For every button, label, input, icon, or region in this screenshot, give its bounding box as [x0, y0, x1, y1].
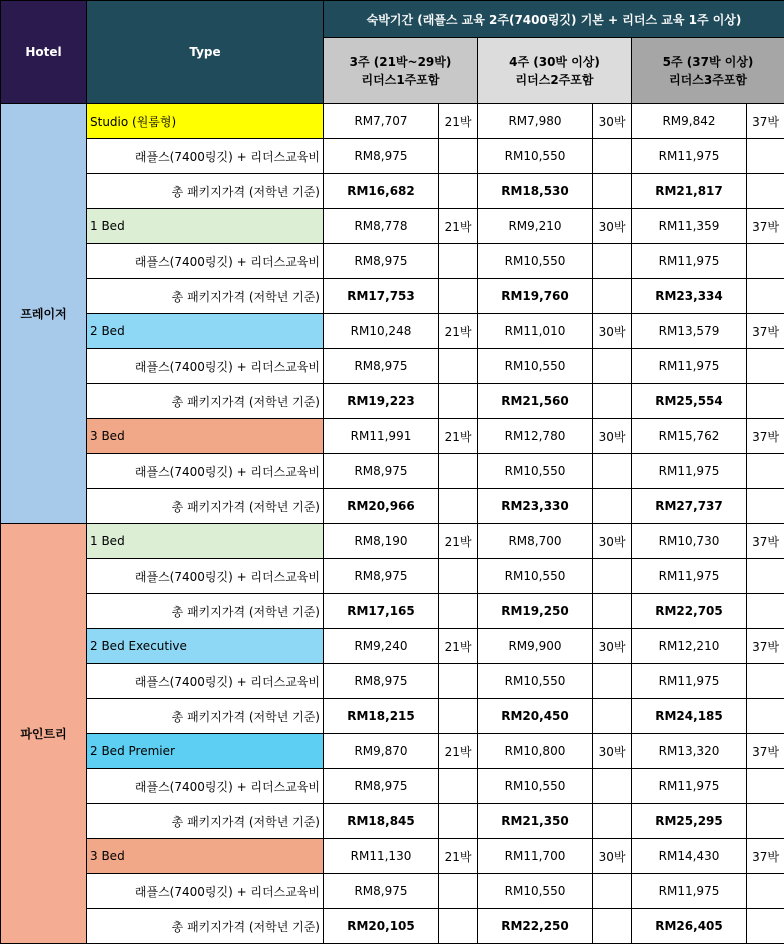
total-price: RM18,215 [324, 699, 439, 734]
tuition-price: RM10,550 [478, 559, 593, 594]
empty-cell [439, 874, 478, 909]
tuition-price: RM10,550 [478, 454, 593, 489]
room-price: RM12,210 [632, 629, 747, 664]
table-row [1, 804, 784, 839]
empty-cell [439, 454, 478, 489]
room-price: RM13,579 [632, 314, 747, 349]
tuition-label: 래플스(7400링깃) + 리더스교육비 [87, 769, 324, 804]
tuition-price: RM8,975 [324, 664, 439, 699]
table-row [1, 384, 784, 419]
tuition-price: RM11,975 [632, 769, 747, 804]
room-price: RM10,730 [632, 524, 747, 559]
room-price: RM12,780 [478, 419, 593, 454]
column-header-line1: 3주 (21박~29박) [349, 54, 452, 69]
tuition-price: RM8,975 [324, 559, 439, 594]
empty-cell [439, 699, 478, 734]
total-label: 총 패키지가격 (저학년 기준) [87, 489, 324, 524]
room-price: RM8,700 [478, 524, 593, 559]
hotel-name: 파인트리 [1, 524, 87, 944]
nights: 21박 [439, 314, 478, 349]
empty-cell [593, 174, 632, 209]
tuition-price: RM11,975 [632, 874, 747, 909]
table-row [1, 244, 784, 279]
room-price: RM11,700 [478, 839, 593, 874]
table-row [1, 209, 784, 244]
tuition-label: 래플스(7400링깃) + 리더스교육비 [87, 559, 324, 594]
column-header-line2: 리더스3주포함 [669, 72, 747, 87]
total-price: RM18,845 [324, 804, 439, 839]
empty-cell [747, 804, 784, 839]
total-price: RM21,817 [632, 174, 747, 209]
total-label: 총 패키지가격 (저학년 기준) [87, 174, 324, 209]
tuition-price: RM8,975 [324, 349, 439, 384]
total-price: RM21,350 [478, 804, 593, 839]
tuition-price: RM8,975 [324, 769, 439, 804]
nights: 37박 [747, 734, 784, 769]
room-price: RM9,240 [324, 629, 439, 664]
nights: 21박 [439, 734, 478, 769]
empty-cell [593, 769, 632, 804]
nights: 37박 [747, 209, 784, 244]
tuition-price: RM11,975 [632, 349, 747, 384]
column-header-4weeks [478, 38, 632, 104]
table-row [1, 314, 784, 349]
room-price: RM9,870 [324, 734, 439, 769]
nights: 30박 [593, 104, 632, 139]
empty-cell [747, 909, 784, 944]
empty-cell [439, 594, 478, 629]
empty-cell [593, 139, 632, 174]
total-price: RM20,105 [324, 909, 439, 944]
empty-cell [439, 279, 478, 314]
room-price: RM11,130 [324, 839, 439, 874]
empty-cell [439, 909, 478, 944]
nights: 37박 [747, 839, 784, 874]
empty-cell [747, 384, 784, 419]
room-price: RM9,210 [478, 209, 593, 244]
nights: 30박 [593, 209, 632, 244]
nights: 21박 [439, 209, 478, 244]
empty-cell [747, 769, 784, 804]
table-row [1, 174, 784, 209]
room-price: RM7,980 [478, 104, 593, 139]
table-row [1, 734, 784, 769]
tuition-price: RM11,975 [632, 559, 747, 594]
room-price: RM10,800 [478, 734, 593, 769]
room-price: RM11,010 [478, 314, 593, 349]
total-price: RM20,450 [478, 699, 593, 734]
column-header-3weeks [324, 38, 478, 104]
total-price: RM21,560 [478, 384, 593, 419]
nights: 37박 [747, 419, 784, 454]
tuition-label: 래플스(7400링깃) + 리더스교육비 [87, 664, 324, 699]
room-price: RM15,762 [632, 419, 747, 454]
period-header: 숙박기간 (래플스 교육 2주(7400링깃) 기본 + 리더스 교육 1주 이상) [324, 1, 784, 38]
tuition-price: RM11,975 [632, 454, 747, 489]
table-row [1, 104, 784, 139]
tuition-price: RM11,975 [632, 664, 747, 699]
room-type: Studio (원룸형) [87, 104, 324, 139]
table-row [1, 839, 784, 874]
table-row [1, 559, 784, 594]
total-label: 총 패키지가격 (저학년 기준) [87, 594, 324, 629]
empty-cell [747, 664, 784, 699]
total-price: RM17,753 [324, 279, 439, 314]
empty-cell [593, 454, 632, 489]
tuition-price: RM8,975 [324, 874, 439, 909]
room-type: 3 Bed [87, 839, 324, 874]
total-price: RM23,330 [478, 489, 593, 524]
table-row [1, 594, 784, 629]
nights: 21박 [439, 524, 478, 559]
total-price: RM23,334 [632, 279, 747, 314]
table-row [1, 489, 784, 524]
tuition-label: 래플스(7400링깃) + 리더스교육비 [87, 139, 324, 174]
table-row [1, 279, 784, 314]
total-price: RM24,185 [632, 699, 747, 734]
room-type: 2 Bed [87, 314, 324, 349]
nights: 30박 [593, 524, 632, 559]
nights: 21박 [439, 629, 478, 664]
nights: 21박 [439, 104, 478, 139]
table-row [1, 524, 784, 559]
nights: 37박 [747, 104, 784, 139]
table-row [1, 419, 784, 454]
tuition-price: RM10,550 [478, 349, 593, 384]
empty-cell [593, 279, 632, 314]
empty-cell [593, 874, 632, 909]
empty-cell [593, 244, 632, 279]
room-type: 2 Bed Premier [87, 734, 324, 769]
total-price: RM20,966 [324, 489, 439, 524]
empty-cell [593, 489, 632, 524]
hotel-header: Hotel [1, 1, 87, 104]
total-price: RM18,530 [478, 174, 593, 209]
total-price: RM25,554 [632, 384, 747, 419]
empty-cell [593, 664, 632, 699]
total-price: RM26,405 [632, 909, 747, 944]
nights: 37박 [747, 629, 784, 664]
tuition-price: RM11,975 [632, 139, 747, 174]
room-price: RM9,900 [478, 629, 593, 664]
column-header-line1: 5주 (37박 이상) [662, 54, 754, 69]
empty-cell [747, 874, 784, 909]
nights: 21박 [439, 419, 478, 454]
total-price: RM27,737 [632, 489, 747, 524]
total-price: RM19,223 [324, 384, 439, 419]
tuition-price: RM8,975 [324, 139, 439, 174]
tuition-label: 래플스(7400링깃) + 리더스교육비 [87, 349, 324, 384]
column-header-line2: 리더스1주포함 [361, 72, 440, 87]
empty-cell [439, 664, 478, 699]
total-price: RM16,682 [324, 174, 439, 209]
empty-cell [593, 699, 632, 734]
total-label: 총 패키지가격 (저학년 기준) [87, 279, 324, 314]
hotel-name: 프레이저 [1, 104, 87, 524]
empty-cell [439, 174, 478, 209]
nights: 21박 [439, 839, 478, 874]
empty-cell [439, 349, 478, 384]
empty-cell [593, 909, 632, 944]
table-row [1, 769, 784, 804]
table-row [1, 664, 784, 699]
total-price: RM19,760 [478, 279, 593, 314]
nights: 30박 [593, 839, 632, 874]
empty-cell [439, 559, 478, 594]
empty-cell [593, 559, 632, 594]
tuition-price: RM10,550 [478, 664, 593, 699]
room-type: 1 Bed [87, 524, 324, 559]
empty-cell [747, 279, 784, 314]
empty-cell [439, 804, 478, 839]
room-price: RM8,190 [324, 524, 439, 559]
room-price: RM11,359 [632, 209, 747, 244]
empty-cell [747, 349, 784, 384]
type-header: Type [87, 1, 324, 104]
tuition-price: RM8,975 [324, 454, 439, 489]
empty-cell [439, 384, 478, 419]
total-price: RM17,165 [324, 594, 439, 629]
room-type: 2 Bed Executive [87, 629, 324, 664]
empty-cell [747, 559, 784, 594]
table-row [1, 629, 784, 664]
tuition-price: RM10,550 [478, 139, 593, 174]
room-price: RM11,991 [324, 419, 439, 454]
table-body [1, 104, 784, 944]
nights: 37박 [747, 314, 784, 349]
room-price: RM10,248 [324, 314, 439, 349]
nights: 30박 [593, 314, 632, 349]
total-price: RM19,250 [478, 594, 593, 629]
column-header-line1: 4주 (30박 이상) [509, 54, 600, 69]
empty-cell [747, 594, 784, 629]
total-label: 총 패키지가격 (저학년 기준) [87, 804, 324, 839]
empty-cell [747, 489, 784, 524]
empty-cell [439, 244, 478, 279]
room-price: RM7,707 [324, 104, 439, 139]
table-row [1, 699, 784, 734]
empty-cell [747, 454, 784, 489]
nights: 37박 [747, 524, 784, 559]
empty-cell [593, 349, 632, 384]
empty-cell [439, 139, 478, 174]
empty-cell [439, 769, 478, 804]
nights: 30박 [593, 629, 632, 664]
empty-cell [747, 139, 784, 174]
total-label: 총 패키지가격 (저학년 기준) [87, 699, 324, 734]
total-label: 총 패키지가격 (저학년 기준) [87, 384, 324, 419]
total-price: RM25,295 [632, 804, 747, 839]
tuition-price: RM8,975 [324, 244, 439, 279]
empty-cell [593, 384, 632, 419]
total-price: RM22,705 [632, 594, 747, 629]
table-row [1, 454, 784, 489]
nights: 30박 [593, 734, 632, 769]
room-price: RM9,842 [632, 104, 747, 139]
room-type: 1 Bed [87, 209, 324, 244]
room-price: RM8,778 [324, 209, 439, 244]
total-label: 총 패키지가격 (저학년 기준) [87, 909, 324, 944]
table-row [1, 349, 784, 384]
nights: 30박 [593, 419, 632, 454]
empty-cell [747, 174, 784, 209]
tuition-price: RM10,550 [478, 244, 593, 279]
room-price: RM14,430 [632, 839, 747, 874]
tuition-label: 래플스(7400링깃) + 리더스교육비 [87, 244, 324, 279]
tuition-price: RM11,975 [632, 244, 747, 279]
room-type: 3 Bed [87, 419, 324, 454]
tuition-label: 래플스(7400링깃) + 리더스교육비 [87, 874, 324, 909]
tuition-price: RM10,550 [478, 874, 593, 909]
table-row [1, 139, 784, 174]
room-price: RM13,320 [632, 734, 747, 769]
table-row [1, 874, 784, 909]
empty-cell [439, 489, 478, 524]
empty-cell [747, 244, 784, 279]
empty-cell [593, 594, 632, 629]
total-price: RM22,250 [478, 909, 593, 944]
table-row [1, 909, 784, 944]
empty-cell [593, 804, 632, 839]
tuition-price: RM10,550 [478, 769, 593, 804]
tuition-label: 래플스(7400링깃) + 리더스교육비 [87, 454, 324, 489]
empty-cell [747, 699, 784, 734]
column-header-line2: 리더스2주포함 [515, 72, 594, 87]
column-header-5weeks [632, 38, 784, 104]
